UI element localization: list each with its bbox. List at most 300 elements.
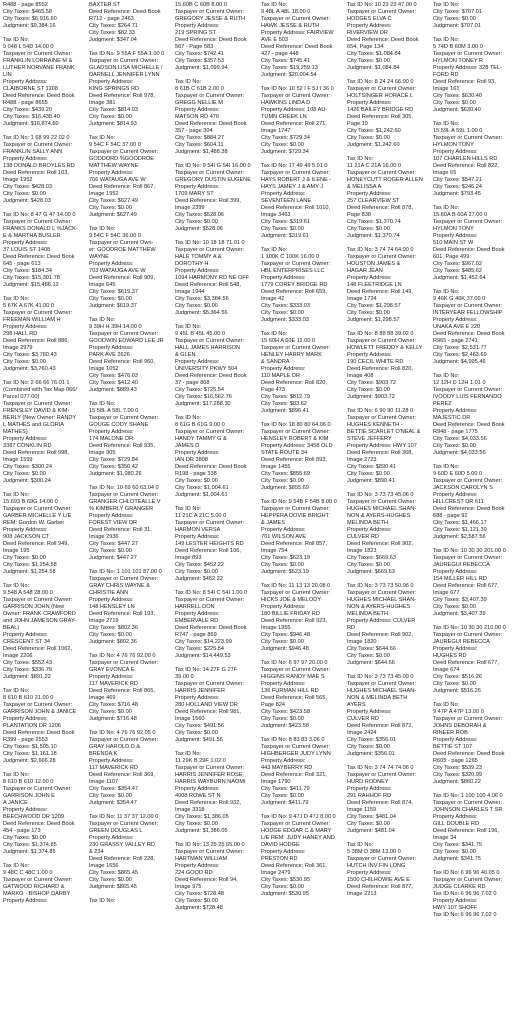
text-line: DOROTHY H [175,261,209,267]
text-line: City Taxes: $0.00 [3,555,46,561]
text-line: Taxpayer or Current Owner: [261,590,331,596]
text-line: 138 DONALD BROYLES RD [3,163,75,169]
text-line: Property Address: [347,191,392,197]
text-line: Deed Reference: Deed Book [433,751,505,757]
text-line: Page 838 [347,212,371,218]
text-line: A JANICE [3,800,28,806]
text-line: Deed Reference: Deed Book [3,93,75,99]
text-line: City Taxes: $4,033.56 [433,436,487,442]
text-line: Property Address: [261,191,306,197]
text-line: City Taxes: $447.27 [89,541,139,547]
text-line: Property Address: [89,345,134,351]
text-line: City Taxes: $903.72 [347,380,397,386]
text-line: HYLMON TONY [433,142,474,148]
text-line [3,485,85,492]
text-line: City Taxes: $0.00 [347,562,390,568]
text-line: Property Address: [347,786,392,792]
text-line: HIGGINS RANDY MAE S [261,674,325,680]
text-line: 15 60H A 60E 11.00 0 [261,338,316,344]
text-line: Property Address: [3,79,48,85]
text-line: NON & AYERS-HUGHES [347,604,411,610]
text-line: Image 3318 [175,807,205,813]
text-line: Image 1656 [89,863,119,869]
text-line: HOWLETT FREDDY & KELLY [347,345,423,351]
text-line: Image 905 [89,450,116,456]
text-line: NON & MELINDA BETH [347,695,408,701]
text-line: City Taxes: $0.00 [3,191,46,197]
text-line: and JOHN JAMESON GRAY- [3,618,77,624]
text-line: Taxpayer or Current Owner: [347,170,417,176]
text-line: Judgment: $891.22 [3,674,51,680]
text-line: City Taxes: $0.00 [433,443,476,449]
text-line: Taxpayer or Current Owner: [89,821,159,827]
text-line: City Taxes: $16,562.76 [175,394,232,400]
text-line: City Taxes: $319.61 [261,219,311,225]
text-line: Judgment: $860.22 [433,779,481,785]
text-line: % KIMBERLY GRANGER [89,506,154,512]
text-line: Property Address: [175,863,220,869]
text-line: Deed Reference: Roll 857, [261,541,327,547]
text-line [433,457,515,464]
text-line: Judgment: $356.01 [347,751,395,757]
text-line [3,30,85,37]
text-line [347,240,429,247]
text-line: Property Address: [89,429,134,435]
text-line: Judgment: $411.79 [261,800,309,806]
text-line: Image 2719 [89,618,119,624]
text-line: Deed Reference: Roll 820, [347,366,413,372]
text-line: Property Address: [347,870,392,876]
text-line: RIVERVIEW DR [347,30,388,36]
text-line: Tax ID No: 10 69 60 63.04 0 [89,485,159,491]
text-line: CULVER RD [347,716,379,722]
text-line: City Taxes: $83.62 [261,401,307,407]
text-line: Tax ID No: [433,121,460,127]
text-line [433,618,515,625]
column-1 [3,2,85,1024]
text-line: Judgment: $669.63 [347,569,395,575]
text-line: Judgment: $491.56 [175,737,223,743]
text-line: Tax ID No: 9 47J D 47J 8.00 0 [261,814,336,820]
text-line: City Taxes: $814.93 [89,107,139,113]
text-line: Tax ID No: [89,317,116,323]
text-line: City Taxes: $1,161.18 [3,751,57,757]
text-line: Deed Reference: Roll 305, [347,114,413,120]
text-line: City Taxes: $0.00 [347,471,390,477]
text-line: Taxpayer or Current Own- [89,240,154,246]
text-line: 645 - page 613 [3,261,41,267]
text-line: Property Address: [89,170,134,176]
text-line: City Taxes: $725.54 [175,387,225,393]
text-line [347,576,429,583]
text-line: Taxpayer or Current Owner: [3,506,73,512]
text-line: GODDORD %GOODROE [89,156,154,162]
text-line: City Taxes: $0.00 [347,310,390,316]
text-line: Deed Reference: Deed Book [175,373,247,379]
text-line: Tax ID No: 10 18 18 71.01 0 [175,240,245,246]
text-line [433,30,515,37]
text-line: 9 39H H 39H 14.00 0 [89,324,142,330]
text-line: R399 - page 2553 [3,737,48,743]
text-line: & 234 [89,849,104,855]
text-line: Judgment: $447.27 [89,555,137,561]
text-line: Deed Reference: Roll 271, [261,121,327,127]
text-line: HYLMON TONEY R [433,58,484,64]
text-line: City Taxes: $356.01 [347,737,397,743]
text-line: Judgment: $1,488.38 [175,149,228,155]
text-line: HUGHES MICHAEL SHAN- [347,597,417,603]
text-line: Taxpayer or Current Owner: [89,58,159,64]
text-line: City Taxes: $967.02 [433,261,483,267]
text-line [89,562,171,569]
text-line: AVE E 503 [261,37,288,43]
text-line: STATE ROUTE 34 [261,450,308,456]
text-line: Deed Reference: Deed Book [175,464,247,470]
text-line: & GLEN [175,352,196,358]
text-line: Judgment: $627.49 [89,212,137,218]
text-line: Image 1747 [261,128,291,134]
text-line: HARRIS JENNIFER [175,688,226,694]
text-line [175,660,257,667]
text-line: Taxpayer or Current Owner: [347,9,417,15]
text-line: CRESCENT ST 34 [3,639,51,645]
text-line: City Taxes: $341.75 [433,842,483,848]
text-line: Taxpayer or Current Owner: [3,786,73,792]
text-line: 1426 BAILEY BRIDGE RD [347,107,414,113]
text-line: Image 42 [261,296,285,302]
text-line: Tax ID No: [347,156,374,162]
text-line: 136 FURMAN HILL RD [261,688,319,694]
text-line: 219 SPRING ST [175,30,217,36]
text-line: STEVE JEFFERY [347,436,392,442]
text-line: City Taxes: $15,301.78 [3,275,60,281]
text-line: Property Address: [175,268,220,274]
text-line: Tax ID No: 6 97 97 20.00 0 [261,660,328,666]
text-line: Deed Reference: Deed Book [175,625,247,631]
text-line: HEPPERA DOVIE BRIGHT [261,513,330,519]
text-line: BEAL) [3,625,20,631]
text-line: Taxpayer or Current Owner: [3,219,73,225]
text-line: Property Address: [433,737,478,743]
text-line: Property Address: [89,79,134,85]
text-line: Tax ID No: [3,296,30,302]
text-line: HARRIS WAYBURN NAOMI [175,779,246,785]
text-line: 12 12H D 12H 1.01 0 [433,380,486,386]
text-line: City Taxes: $0.00 [175,219,218,225]
text-line: Taxpayer or Current Owner: [3,51,73,57]
text-line: HARRELL DON [175,604,215,610]
text-line: Judgment: $2,587.56 [433,534,486,540]
text-line: Tax ID No: 6 96 96 7.02 0 [433,912,497,918]
text-line: Image 34 [433,835,457,841]
text-line: CULVER RD [347,534,379,540]
text-line [433,695,515,702]
text-line: R488 - page 8552 [3,2,48,8]
text-line: Judgment: $481.04 [347,828,395,834]
text-line: Judgment: $623.19 [261,569,309,575]
text-line: Page 19 [347,121,368,127]
text-line: City Taxes: $0.00 [261,793,304,799]
text-line: Judgment: $20,004.54 [261,72,317,78]
text-line: HAYS ROBERT J & ILENE - [261,177,332,183]
text-line: Tax ID No: 11 37 37 12.00 0 [89,814,159,820]
text-line: UNIVERSITY PKWY 504 [175,366,238,372]
text-line: City Taxes: $604.11 [175,142,224,148]
text-line [3,373,85,380]
text-line: HAWK JESSE & RUTH [261,23,320,29]
text-line: Tax ID No: [175,415,202,421]
text-line: TUMN CREEK LN [261,114,307,120]
text-line: Deed Reference: Roll 659, [261,289,327,295]
text-line: Image 2936 [89,534,119,540]
text-line: FRENSLEY DAVID & KIM- [3,408,70,414]
text-line [3,856,85,863]
text-line: Page 824 [261,702,285,708]
text-line: GLADSON LISA MICHELLE / [89,65,163,71]
text-line: City Taxes: $411.79 [261,786,310,792]
text-line: Property Address: FAIRVIEW [261,30,334,36]
text-line: Taxpayer or Current Owner: [89,576,159,582]
text-line: 908 JACKSON CT [3,534,50,540]
text-line: Tax ID No: [175,324,202,330]
text-line: Deed Reference: Roll 893, [261,457,327,463]
text-line: Judgment: $728.48 [175,905,223,911]
text-line [89,807,171,814]
text-line: Taxpayer or Current Owner: [89,492,159,498]
text-line: PRESTON RD [261,856,298,862]
text-line: Judgment: $855.69 [261,485,309,491]
text-line: City Taxes: $354.47 [89,786,139,792]
text-line: Judgment: $1,370.74 [347,233,400,239]
text-line: Deed Reference: Roll 978, [89,93,155,99]
text-line: Property Address: [175,23,220,29]
text-line: Image 1560 [175,716,205,722]
text-line: Deed Reference: Roll 932, [175,800,241,806]
text-line: HURD RODNEY [347,779,389,785]
text-line: CLAIBORNE ST 1208 [3,86,58,92]
text-line: Deed Reference: Roll 103, [3,170,69,176]
text-line [433,541,515,548]
text-line: Tax ID No: [175,751,202,757]
text-line: City Taxes: $0.00 [3,835,46,841]
text-line: 688 - page 92 [433,513,468,519]
text-line: City Taxes: $0.00 [347,744,390,750]
text-line: City Taxes: $0.00 [347,821,390,827]
text-line: Tax ID No: [261,2,288,8]
text-line: Deed Reference: Roll 820, [261,380,327,386]
text-line: Taxpayer or Current Owner: [261,821,331,827]
text-line: City Taxes: $0.00 [175,569,218,575]
text-line: Tax ID No: 10 52 I F 5J I 36 0 [261,86,334,92]
text-line: Tax ID No: 9 54B F 54B 8.00 0 [261,499,337,505]
text-line: Deed Reference: Deed Book [261,44,333,50]
text-line: Taxpayer or Current Owner: [261,261,331,267]
text-line: Deed Reference: Deed Book [3,821,75,827]
text-line: City Taxes: $707.01 [433,9,483,15]
text-line: 9 54C F 54C 36.00 0 [89,233,141,239]
text-line: Image 1724 [347,296,377,302]
text-line: 257 CLEARVIEW ST [347,198,400,204]
text-line [347,667,429,674]
text-line: Taxpayer or Current Owner: [433,800,503,806]
text-line [89,128,171,135]
text-line: Judgment: $14,449.53 [175,653,231,659]
text-line [89,478,171,485]
text-line: Taxpayer or Current Owner: [175,170,245,176]
text-line: Tax ID No: [261,331,288,337]
text-line: Tax ID No: [433,2,460,8]
text-line: Taxpayer or Current Owner: [175,429,245,435]
text-line: HARTMAN WILLIAM [175,856,228,862]
text-line: City Taxes: $1,121.39 [433,527,487,533]
text-line: City Taxes: $0.00 [433,849,476,855]
text-line: Taxpayer or Current Owner: [175,520,245,526]
text-line: Tax ID No: [89,135,116,141]
text-line: GATWOOD RICHARD & [3,884,65,890]
text-line: Deed Reference: Deed Book [433,247,505,253]
text-line: Tax ID No: 6 96 96 7.02 0 [433,891,497,897]
text-line: GOUGE CODY SHANE [89,422,149,428]
text-line: Property Address: [3,436,48,442]
text-line: Tax ID No: [261,247,288,253]
text-line: UNAKA AVE E 220 [433,324,481,330]
text-line: BERLY (New Owner: RANDY [3,415,77,421]
text-line: Taxpayer or Current Owner: [3,401,73,407]
text-line: HARMON VERSA [175,527,221,533]
text-line: BETTIE ST 107 [433,744,473,750]
text-line: Deed Reference: Deed Book [433,331,505,337]
text-line: Deed Reference: Roll 886, [3,338,69,344]
text-line: Property Address: [175,786,220,792]
text-line: Deed Reference: Roll 902, [347,541,413,547]
text-line [89,219,171,226]
text-line: Tax ID No: 8 24 24 66.00 0 [347,79,414,85]
text-line: Deed Reference: Roll 368, [347,450,413,456]
text-line [261,79,343,86]
text-line [433,114,515,121]
text-line: 298 HALL RD [3,331,38,337]
text-line: Tax ID No: [433,373,460,379]
text-line: Property Address: [433,233,478,239]
text-line: Taxpayer or Current Owner: [433,555,503,561]
text-line: Property Address: [3,716,48,722]
text-line [433,366,515,373]
text-line: City Taxes: $1,242.60 [347,128,401,134]
text-line: 154 MILLER HILL RD [433,576,487,582]
text-line: City Taxes: $336.79 [3,667,53,673]
text-line: HUGHES MICHAEL SHAN- [347,506,417,512]
text-line: Judgment: $1,386.05 [175,828,228,834]
text-line: Judgment: $630.40 [433,107,481,113]
text-line: City Taxes: $476.03 [89,373,139,379]
text-line [261,730,343,737]
text-line: Taxpayer or Current Owner: [347,772,417,778]
text-line: City Taxes: $0.00 [89,877,132,883]
text-line [347,324,429,331]
text-line: Property Address: [3,240,48,246]
text-line: PEREZ [433,401,452,407]
text-line: City Taxes: $0.00 [3,359,46,365]
text-line: Deed Reference: Roll 565, [261,695,327,701]
text-line: Property Address: [261,366,306,372]
text-line: Property Address: [347,709,392,715]
text-line: Property Address: [433,814,478,820]
text-line: Judgment: $5,364.56 [175,310,228,316]
text-line: Judgment: $16,874.60 [3,121,59,127]
text-line: City Taxes: $465.58 [3,9,53,15]
text-line: HUGHES KENNETH - [347,422,403,428]
text-line: City Taxes: $716.48 [89,702,139,708]
text-line: Judgment: $729.34 [261,149,309,155]
text-line: Taxpayer or Current Owner: [89,149,159,155]
text-line: NON & AYERS-HUGHES [347,513,411,519]
text-line: Judgment: $530.95 [261,891,309,897]
text-line: City Taxes: $728.48 [175,891,225,897]
text-line: Taxpayer or Current Owner: [261,667,331,673]
text-line: Taxpayer or Current Owner: [433,387,503,393]
text-line: Tax ID No: 18 80 80 64.06 0 [261,422,331,428]
text-line: Taxpayer or Current Owner: [261,345,331,351]
text-line: IAN DR 3808 [175,457,208,463]
text-line: Taxpayer or Current Owner: [347,338,417,344]
text-line: Taxpayer or Current Owner: [175,849,245,855]
text-line: City Taxes: $357.53 [175,58,225,64]
text-line: REM: Gordon W. Garber [3,520,65,526]
text-line: Property Address: [261,275,306,281]
text-line: Property Address: [347,275,392,281]
text-line: Judgment: $4,995.46 [433,359,486,365]
text-line: Deed Reference: Deed Book [175,121,247,127]
text-line: KING SPRINGS RD [89,86,140,92]
text-line: Image 1823 [347,548,377,554]
text-line: Deed Reference: Roll 923, [261,618,327,624]
text-line: Property Address: [175,184,220,190]
text-line: (Combined with Tax Map 066/ [3,387,77,393]
text-line: Deed Reference: Roll 877, [347,884,413,890]
text-line: BAXTER ST [89,2,121,8]
text-line: Tax ID No: [3,37,30,43]
text-line [89,723,171,730]
text-line: GREGORY JESSE & RUTH [175,16,246,22]
text-line: 15.59L A 59L 1.00 0 [433,128,483,134]
text-line: EMBERVALE RD [175,618,219,624]
text-line: R605 - page 1265 [433,758,478,764]
text-line: City Taxes: $0.00 [261,884,304,890]
text-line: Tax ID No: [433,205,460,211]
text-line: Judgment: $333.03 [261,317,309,323]
text-line: Tax ID No: 8 47 G 47 14.00 0 [3,212,76,218]
text-line: City Taxes: $669.63 [347,555,397,561]
text-line: Deed Reference: Roll 865, [89,688,155,694]
text-line: City Taxes: $300.24 [3,464,53,470]
text-line: City Taxes: $0.00 [347,653,390,659]
text-line: LIN [3,72,12,78]
text-line: Image 677 [433,590,460,596]
text-line: City Taxes: $1,505.10 [3,744,57,750]
text-line: Tax ID No: 6 90 90 11.28 0 [347,408,414,414]
text-line: City Taxes: $0.00 [261,562,304,568]
text-line: Judgment: $528.06 [175,226,223,232]
text-line: MATSON RD 476 [175,114,220,120]
text-line: Taxpayer or Current Owner: [89,331,159,337]
text-line: City Taxes: $0.00 [261,639,304,645]
text-line: City Taxes: $0.00 [89,709,132,715]
text-line: City Taxes: $3,384.56 [175,296,229,302]
text-line: FOREST VIEW DR [89,520,138,526]
text-line: 701 WILSON AVE [261,534,306,540]
text-line: 9 46K G 46K 37.00 0 [433,296,486,302]
text-line [261,492,343,499]
